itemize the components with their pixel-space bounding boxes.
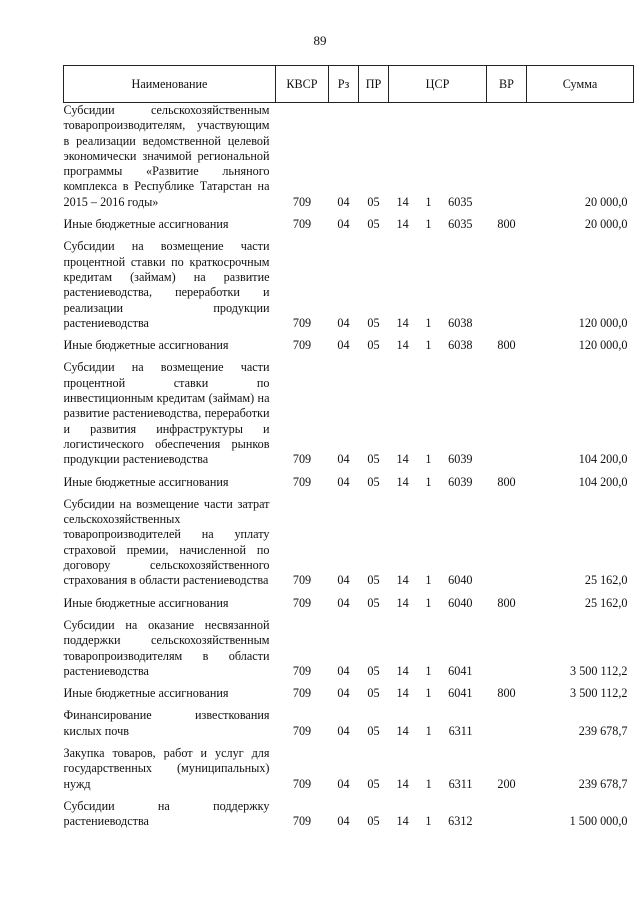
row-name: Субсидии на поддержку растениеводства (63, 798, 270, 829)
table-row (64, 792, 634, 830)
row-csr (389, 103, 487, 211)
row-csr-code: 6039 (448, 474, 473, 489)
row-vr (487, 490, 527, 589)
row-csr-code: 6040 (448, 573, 473, 588)
table-row (64, 331, 634, 353)
row-pr: 05 (367, 194, 380, 209)
row-csr-program: 14 (396, 595, 409, 610)
row-rz: 04 (337, 814, 350, 829)
row-csr (389, 739, 487, 792)
row-sum: 239 678,7 (578, 723, 628, 738)
row-kvsr: 709 (292, 217, 312, 232)
row-vr (487, 103, 527, 211)
row-name: Субсидии на возмещение части затрат сельскохозяйственных товаропроизводителей на уплату страховой премии, начисленной по договору сельскохозяйственного страхования в области растениеводства (63, 496, 270, 588)
row-csr-code: 6039 (448, 452, 473, 467)
row-sum: 239 678,7 (578, 776, 628, 791)
row-sum: 1 500 000,0 (569, 814, 628, 829)
row-name: Иные бюджетные ассигнования (63, 686, 229, 701)
row-rz: 04 (337, 595, 350, 610)
row-csr (389, 353, 487, 467)
table-row (64, 701, 634, 739)
header-name: Наименование (64, 66, 276, 103)
row-csr-program: 14 (396, 573, 409, 588)
row-kvsr: 709 (292, 776, 312, 791)
row-kvsr: 709 (292, 474, 312, 489)
row-sum: 20 000,0 (584, 194, 628, 209)
row-vr: 800 (497, 474, 516, 489)
row-csr-subprogram: 1 (425, 338, 432, 353)
table-row (64, 103, 634, 211)
table-row (64, 490, 634, 589)
row-kvsr: 709 (292, 573, 312, 588)
row-rz: 04 (337, 723, 350, 738)
row-kvsr: 709 (292, 814, 312, 829)
row-csr-subprogram: 1 (425, 315, 432, 330)
row-csr-subprogram: 1 (425, 194, 432, 209)
header-vr: ВР (487, 66, 527, 103)
row-csr (389, 701, 487, 739)
row-csr (389, 331, 487, 353)
row-rz: 04 (337, 338, 350, 353)
table-row (64, 679, 634, 701)
table-row (64, 210, 634, 232)
row-csr-code: 6311 (448, 723, 473, 738)
row-name: Иные бюджетные ассигнования (63, 595, 229, 610)
row-kvsr: 709 (292, 686, 312, 701)
row-pr: 05 (367, 474, 380, 489)
row-vr: 800 (497, 217, 516, 232)
row-csr-code: 6038 (448, 315, 473, 330)
row-vr: 800 (497, 338, 516, 353)
row-csr-program: 14 (396, 452, 409, 467)
table-row (64, 589, 634, 611)
row-name: Финансирование известкования кислых почв (63, 708, 270, 738)
row-name: Субсидии на возмещение части процентной ставки по инвестиционным кредитам (займам) на развитие растениеводства, переработки и развития инфраструктуры и логистического обеспечения рынков продукции растениеводства (63, 360, 270, 467)
row-csr-subprogram: 1 (425, 573, 432, 588)
row-csr (389, 792, 487, 830)
row-csr-program: 14 (396, 217, 409, 232)
row-csr-code: 6035 (448, 217, 473, 232)
row-kvsr: 709 (292, 595, 312, 610)
row-name: Субсидии сельскохозяйственным товаропроизводителям, участвующим в реализации ведомственной целевой экономически значимой региональной программы «Развитие льняного комплекса в Республике Татарстан на 2015 – 2016 годы» (63, 103, 270, 209)
header-pr: ПР (359, 66, 389, 103)
row-csr-subprogram: 1 (425, 595, 432, 610)
table-row (64, 468, 634, 490)
row-sum: 3 500 112,2 (570, 663, 628, 678)
row-csr-program: 14 (396, 723, 409, 738)
row-csr-code: 6038 (448, 338, 473, 353)
row-csr-subprogram: 1 (425, 452, 432, 467)
row-pr: 05 (367, 814, 380, 829)
row-csr-program: 14 (396, 194, 409, 209)
header-kvsr: КВСР (276, 66, 329, 103)
row-csr (389, 468, 487, 490)
row-pr: 05 (367, 315, 380, 330)
row-csr-subprogram: 1 (425, 217, 432, 232)
header-csr: ЦСР (389, 66, 487, 103)
table-row (64, 739, 634, 792)
row-csr-code: 6040 (448, 595, 473, 610)
row-rz: 04 (337, 573, 350, 588)
row-sum: 3 500 112,2 (570, 686, 628, 701)
row-csr-subprogram: 1 (425, 663, 432, 678)
row-csr-program: 14 (396, 338, 409, 353)
row-csr (389, 679, 487, 701)
row-csr-program: 14 (396, 686, 409, 701)
row-csr-program: 14 (396, 315, 409, 330)
row-name: Иные бюджетные ассигнования (63, 338, 229, 353)
row-csr (389, 589, 487, 611)
row-rz: 04 (337, 686, 350, 701)
row-vr (487, 792, 527, 830)
table-header-row (64, 66, 634, 103)
row-sum: 20 000,0 (584, 217, 628, 232)
budget-table (63, 65, 634, 829)
row-pr: 05 (367, 452, 380, 467)
row-kvsr: 709 (292, 194, 312, 209)
row-kvsr: 709 (292, 663, 312, 678)
row-csr-code: 6312 (448, 814, 473, 829)
row-vr: 800 (497, 686, 516, 701)
row-vr: 800 (497, 595, 516, 610)
row-pr: 05 (367, 663, 380, 678)
row-kvsr: 709 (292, 315, 312, 330)
row-vr (487, 701, 527, 739)
row-pr: 05 (367, 217, 380, 232)
row-kvsr: 709 (292, 452, 312, 467)
row-vr: 200 (497, 776, 516, 791)
row-vr (487, 353, 527, 467)
row-csr-program: 14 (396, 776, 409, 791)
row-csr-subprogram: 1 (425, 686, 432, 701)
row-sum: 104 200,0 (578, 452, 628, 467)
row-rz: 04 (337, 474, 350, 489)
row-csr-code: 6041 (448, 663, 473, 678)
table-row (64, 611, 634, 679)
table-row (64, 232, 634, 331)
row-csr (389, 490, 487, 589)
page-number: 89 (313, 33, 327, 48)
row-kvsr: 709 (292, 338, 312, 353)
row-rz: 04 (337, 217, 350, 232)
row-sum: 25 162,0 (584, 595, 628, 610)
table-row (64, 353, 634, 467)
row-pr: 05 (367, 723, 380, 738)
row-csr-program: 14 (396, 474, 409, 489)
header-rz: Рз (329, 66, 359, 103)
row-csr (389, 210, 487, 232)
row-rz: 04 (337, 663, 350, 678)
row-sum: 120 000,0 (578, 338, 628, 353)
row-rz: 04 (337, 452, 350, 467)
row-csr-program: 14 (396, 663, 409, 678)
row-vr (487, 232, 527, 331)
row-csr-code: 6041 (448, 686, 473, 701)
row-sum: 25 162,0 (584, 573, 628, 588)
row-name: Субсидии на возмещение части процентной ставки по краткосрочным кредитам (займам) на развитие растениеводства, переработки и реализации продукции растениеводства (63, 239, 270, 330)
row-pr: 05 (367, 595, 380, 610)
row-pr: 05 (367, 776, 380, 791)
table-body (64, 103, 634, 830)
row-csr-subprogram: 1 (425, 814, 432, 829)
row-rz: 04 (337, 776, 350, 791)
row-sum: 104 200,0 (578, 474, 628, 489)
row-pr: 05 (367, 573, 380, 588)
row-csr-program: 14 (396, 814, 409, 829)
row-rz: 04 (337, 315, 350, 330)
row-name: Субсидии на оказание несвязанной поддержки сельскохозяйственным товаропроизводителям в области растениеводства (63, 617, 270, 678)
row-name: Иные бюджетные ассигнования (63, 474, 229, 489)
header-sum: Сумма (527, 66, 634, 103)
row-pr: 05 (367, 338, 380, 353)
row-csr-code: 6311 (448, 776, 473, 791)
row-csr-subprogram: 1 (425, 474, 432, 489)
row-vr (487, 611, 527, 679)
row-pr: 05 (367, 686, 380, 701)
row-sum: 120 000,0 (578, 315, 628, 330)
row-csr-subprogram: 1 (425, 776, 432, 791)
row-csr-subprogram: 1 (425, 723, 432, 738)
row-csr-code: 6035 (448, 194, 473, 209)
row-name: Иные бюджетные ассигнования (63, 217, 229, 232)
row-name: Закупка товаров, работ и услуг для государственных (муниципальных) нужд (63, 745, 270, 791)
row-csr (389, 232, 487, 331)
row-rz: 04 (337, 194, 350, 209)
row-kvsr: 709 (292, 723, 312, 738)
row-csr (389, 611, 487, 679)
